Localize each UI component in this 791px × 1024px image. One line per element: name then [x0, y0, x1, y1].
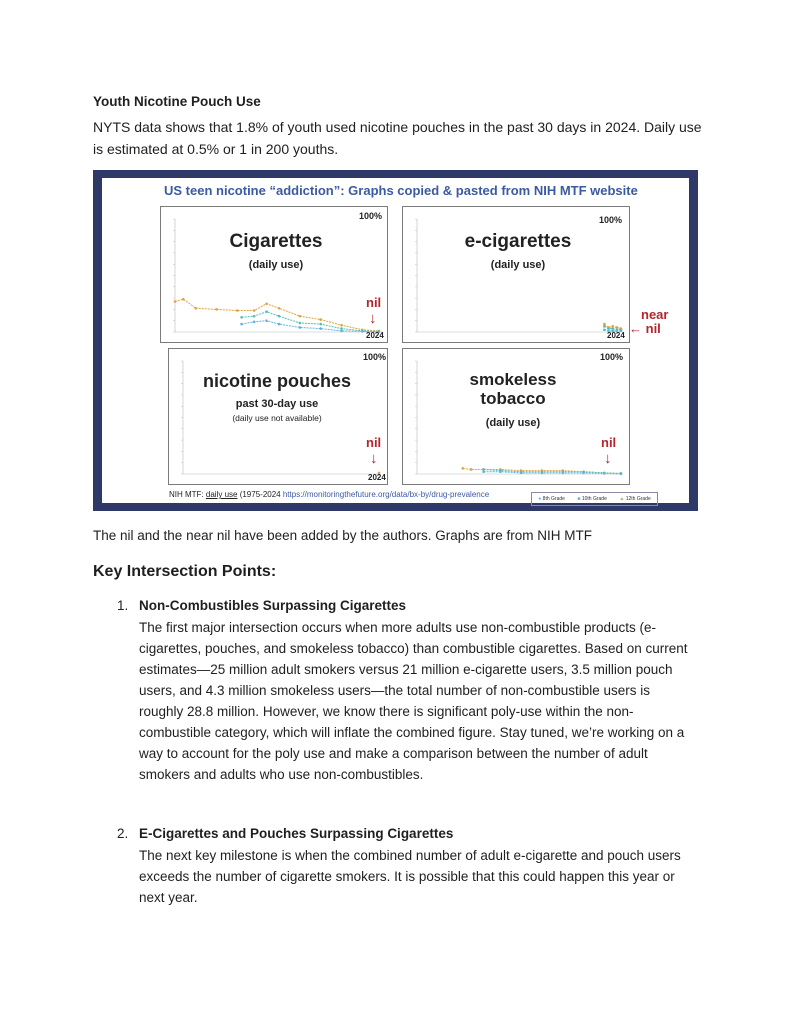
data-point: [470, 468, 473, 471]
data-point: [582, 472, 585, 475]
series-line: [484, 469, 621, 473]
nil-marker: nil: [366, 295, 382, 310]
legend-label: 10th Grade: [581, 496, 607, 502]
max-label: 100%: [600, 352, 624, 362]
data-point: [319, 323, 322, 326]
panel-title: smokeless tobacco: [469, 370, 557, 408]
list-item-title: E-Cigarettes and Pouches Surpassing Cigarettes: [139, 826, 454, 841]
max-label: 100%: [359, 211, 383, 221]
data-point: [607, 327, 610, 330]
data-point: [461, 467, 464, 470]
legend-item: ● 8th Grade: [538, 496, 565, 502]
data-point: [603, 472, 606, 475]
data-point: [265, 310, 268, 313]
figure-canvas: [102, 178, 689, 503]
section-paragraph: NYTS data shows that 1.8% of youth used nicotine pouches in the past 30 days in 2024. Daily use is estimated at 0.5% or 1 in 200 youths.: [93, 119, 702, 157]
data-point: [340, 327, 343, 330]
chart-e-cigarettes: [403, 207, 629, 342]
data-point: [174, 300, 177, 303]
source-range: (1975-2024: [237, 490, 283, 499]
end-year: 2024: [368, 473, 386, 482]
data-point: [611, 325, 614, 328]
data-point: [253, 315, 256, 318]
legend-item: ■ 10th Grade: [577, 496, 607, 502]
data-point: [361, 330, 364, 333]
list-item-body: The next key milestone is when the combined number of adult e-cigarette and pouch users exceeds the number of cigarette smokers. It is possible that this could happen this year or next year.: [139, 848, 681, 905]
data-point: [520, 472, 523, 475]
data-point: [499, 470, 502, 473]
data-point: [265, 302, 268, 305]
data-point: [603, 328, 606, 331]
data-point: [319, 318, 322, 321]
data-point: [195, 307, 198, 310]
list-item-title: Non-Combustibles Surpassing Cigarettes: [139, 598, 407, 613]
list-item-body: The first major intersection occurs when more adults use non-combustible products (e-cigarettes, pouches, and smokeless tobacco) than combustible cigarettes. Based on current estimates—25 million adult smokers versus 21 million e-cigarette users, 3.5 million pouch users, and 4.3 million smokeless users—the total number of non-combustible users is roughly 28.8 million. However, we know there is significant poly-use within the non-combustible category, which will inflate the combined figure. Stay tuned, we’re working on a way to account for the poly use and make a comparison between the number of adult smokers and adults who use non-combustibles.: [139, 620, 688, 782]
panel-title: e-cigarettes: [464, 231, 572, 252]
source-prefix: NIH MTF:: [169, 490, 206, 499]
data-point: [603, 323, 606, 326]
panel-title: nicotine pouches: [202, 371, 352, 391]
data-point: [299, 315, 302, 318]
data-point: [603, 325, 606, 328]
legend-label: 12th Grade: [625, 496, 651, 502]
list-number: 2.: [117, 826, 129, 841]
panel-cigarettes: [160, 206, 388, 343]
nil-marker: nil: [366, 435, 382, 450]
max-label: 100%: [363, 352, 387, 362]
data-point: [236, 309, 239, 312]
data-point: [482, 468, 485, 471]
data-point: [482, 470, 485, 473]
list-number: 1.: [117, 598, 129, 613]
section-heading: Youth Nicotine Pouch Use: [93, 94, 261, 109]
max-label: 100%: [599, 215, 623, 225]
series-line: [484, 472, 621, 474]
data-point: [611, 327, 614, 330]
down-arrow-icon: ↓: [370, 450, 378, 467]
panel-nicotine-pouches: [168, 348, 388, 485]
panel-subtitle: (daily use): [248, 259, 304, 271]
data-point: [340, 330, 343, 333]
panel-title: Cigarettes: [229, 231, 323, 252]
panel-subtitle: (daily use): [485, 417, 541, 429]
legend-label: 8th Grade: [542, 496, 565, 502]
end-year: 2024: [366, 331, 384, 340]
panel-subtitle: (daily use): [490, 259, 546, 271]
figure-legend: [531, 492, 658, 506]
figure-title: US teen nicotine “addiction”: Graphs copied & pasted from NIH MTF website: [164, 183, 638, 198]
data-point: [182, 298, 185, 301]
end-year: 2024: [607, 331, 625, 340]
source-link[interactable]: daily use: [205, 490, 238, 499]
data-point: [253, 321, 256, 324]
near-nil-label: near: [641, 307, 669, 322]
data-point: [240, 316, 243, 319]
data-point: [265, 319, 268, 322]
data-point: [215, 308, 218, 311]
data-point: [541, 472, 544, 475]
panel-e-cigarettes: [402, 206, 630, 343]
data-point: [340, 324, 343, 327]
data-point: [319, 327, 322, 330]
data-point: [278, 323, 281, 326]
left-arrow-icon: ←: [629, 321, 642, 336]
panel-subtitle: past 30-day use: [235, 398, 319, 410]
legend-item: ▲ 12th Grade: [619, 496, 651, 502]
data-point: [278, 315, 281, 318]
near-nil-word: nil: [645, 321, 661, 336]
down-arrow-icon: ↓: [604, 450, 612, 467]
chart-cigarettes: [161, 207, 387, 342]
data-point: [240, 323, 243, 326]
data-point: [299, 322, 302, 325]
data-point: [620, 472, 623, 475]
data-point: [299, 326, 302, 329]
figure-frame: [93, 170, 698, 511]
down-arrow-icon: ↓: [369, 310, 377, 327]
panel-smokeless-tobacco: [402, 348, 630, 485]
key-points-heading: Key Intersection Points:: [93, 563, 277, 580]
panel-note: (daily use not available): [232, 413, 322, 423]
data-point: [278, 307, 281, 310]
data-point: [561, 472, 564, 475]
data-point: [253, 309, 256, 312]
nil-marker: nil: [601, 435, 617, 450]
data-point: [616, 326, 619, 329]
source-url[interactable]: https://monitoringthefuture.org/data/bx-by/drug-prevalence: [282, 490, 490, 499]
figure-caption: The nil and the near nil have been added by the authors. Graphs are from NIH MTF: [93, 528, 593, 543]
near-nil-label-2: [629, 322, 661, 336]
figure-source: [169, 490, 489, 499]
